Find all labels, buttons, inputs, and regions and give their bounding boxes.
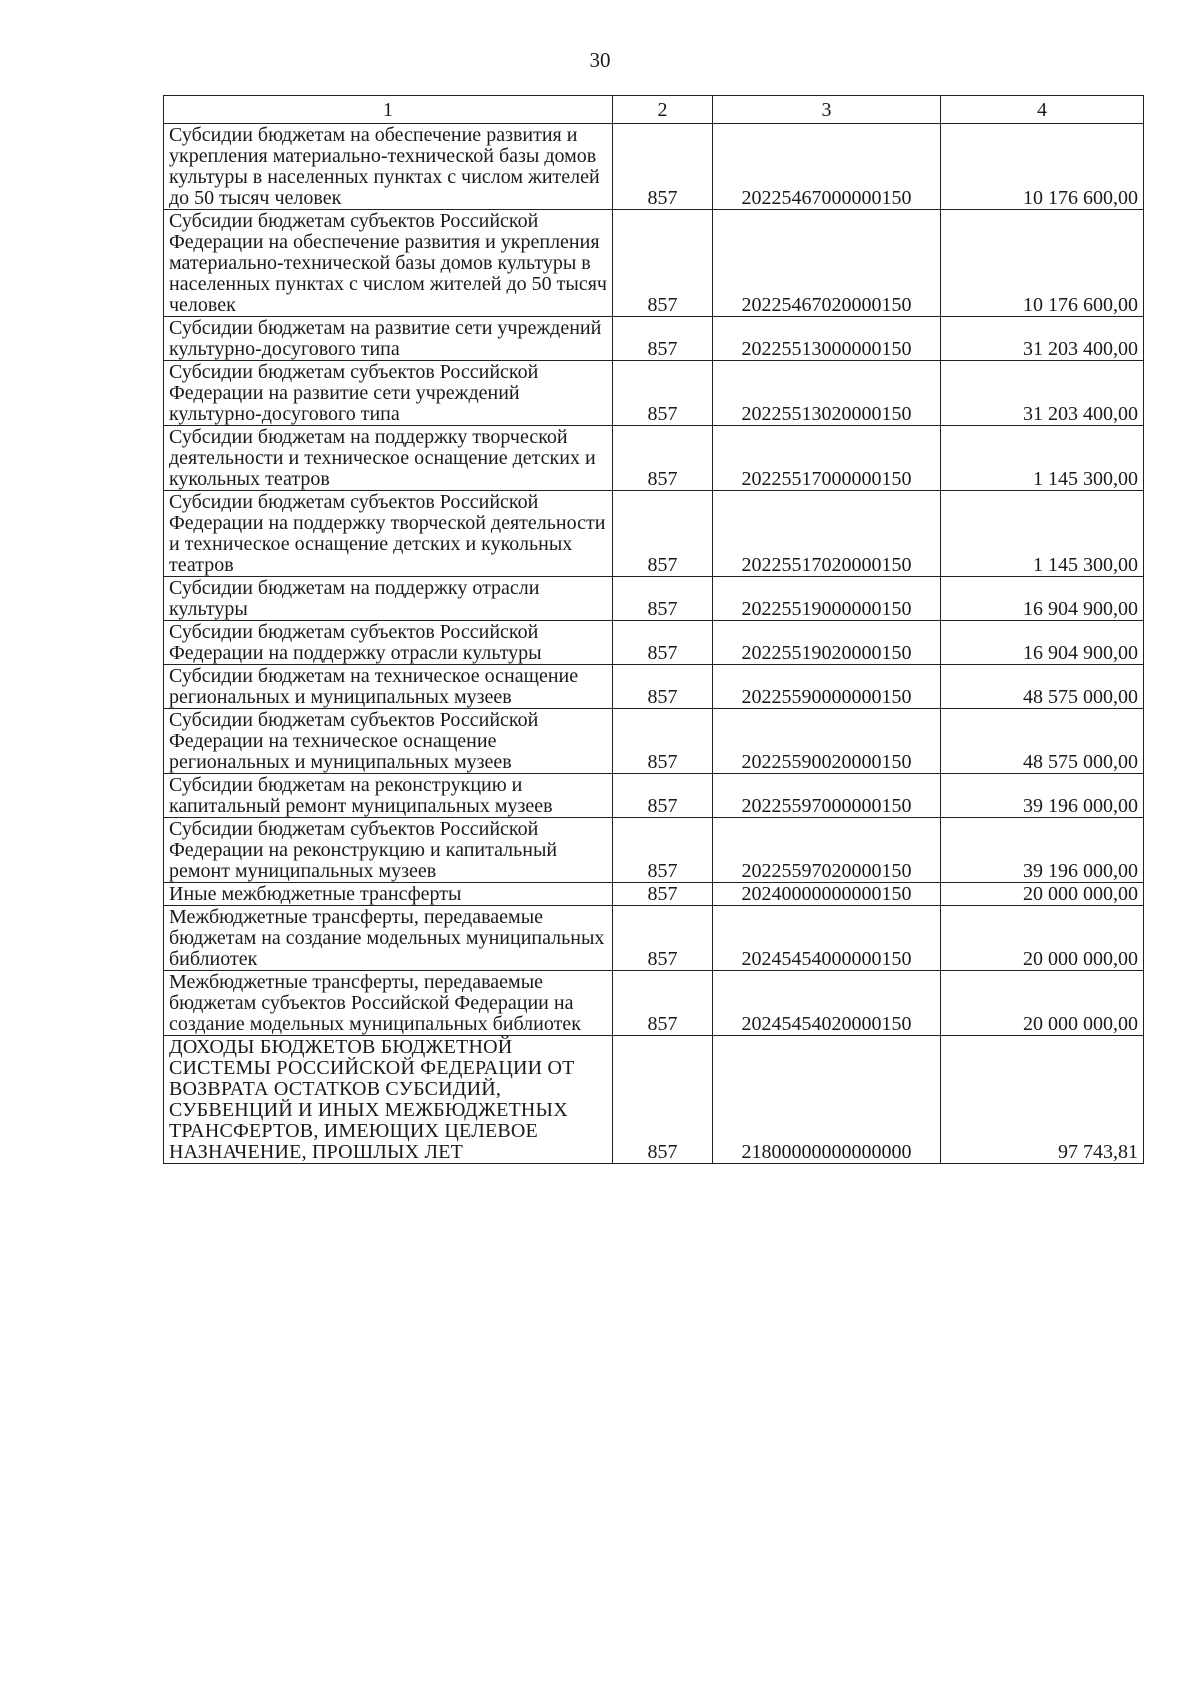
table-row bbox=[164, 906, 1144, 971]
row-amount: 10 176 600,00 bbox=[941, 124, 1144, 210]
row-admin-code: 857 bbox=[613, 883, 713, 906]
row-classification-code: 20245454000000150 bbox=[713, 906, 941, 971]
row-name: Межбюджетные трансферты, передаваемые бюджетам на создание модельных муниципальных библиотек bbox=[164, 906, 613, 971]
row-amount: 97 743,81 bbox=[941, 1036, 1144, 1164]
row-amount: 1 145 300,00 bbox=[941, 426, 1144, 491]
row-admin-code: 857 bbox=[613, 709, 713, 774]
row-classification-code: 20225517000000150 bbox=[713, 426, 941, 491]
table-header-row bbox=[164, 96, 1144, 124]
row-amount: 48 575 000,00 bbox=[941, 709, 1144, 774]
row-amount: 20 000 000,00 bbox=[941, 883, 1144, 906]
table-row bbox=[164, 317, 1144, 361]
row-classification-code: 20225513000000150 bbox=[713, 317, 941, 361]
row-classification-code: 20225590000000150 bbox=[713, 665, 941, 709]
row-admin-code: 857 bbox=[613, 491, 713, 577]
table-row bbox=[164, 709, 1144, 774]
row-name: ДОХОДЫ БЮДЖЕТОВ БЮДЖЕТНОЙ СИСТЕМЫ РОССИЙСКОЙ ФЕДЕРАЦИИ ОТ ВОЗВРАТА ОСТАТКОВ СУБСИДИЙ, СУБВЕНЦИЙ И ИНЫХ МЕЖБЮДЖЕТНЫХ ТРАНСФЕРТОВ, ИМЕЮЩИХ ЦЕЛЕВОЕ НАЗНАЧЕНИЕ, ПРОШЛЫХ ЛЕТ bbox=[164, 1036, 613, 1164]
row-admin-code: 857 bbox=[613, 906, 713, 971]
row-admin-code: 857 bbox=[613, 426, 713, 491]
row-classification-code: 20225519000000150 bbox=[713, 577, 941, 621]
row-name: Субсидии бюджетам на развитие сети учреждений культурно-досугового типа bbox=[164, 317, 613, 361]
row-name: Субсидии бюджетам субъектов Российской Федерации на поддержку творческой деятельности и техническое оснащение детских и кукольных театров bbox=[164, 491, 613, 577]
row-name: Субсидии бюджетам субъектов Российской Федерации на поддержку отрасли культуры bbox=[164, 621, 613, 665]
row-name: Субсидии бюджетам на техническое оснащение региональных и муниципальных музеев bbox=[164, 665, 613, 709]
row-admin-code: 857 bbox=[613, 621, 713, 665]
table-row bbox=[164, 621, 1144, 665]
row-name: Субсидии бюджетам субъектов Российской Федерации на развитие сети учреждений культурно-досугового типа bbox=[164, 361, 613, 426]
table-row bbox=[164, 883, 1144, 906]
column-header-3: 3 bbox=[713, 96, 941, 124]
table-row bbox=[164, 210, 1144, 317]
row-classification-code: 20225597020000150 bbox=[713, 818, 941, 883]
table-row bbox=[164, 1036, 1144, 1164]
row-amount: 39 196 000,00 bbox=[941, 818, 1144, 883]
column-header-4: 4 bbox=[941, 96, 1144, 124]
row-name: Иные межбюджетные трансферты bbox=[164, 883, 613, 906]
row-amount: 31 203 400,00 bbox=[941, 317, 1144, 361]
row-admin-code: 857 bbox=[613, 124, 713, 210]
row-amount: 16 904 900,00 bbox=[941, 621, 1144, 665]
row-amount: 48 575 000,00 bbox=[941, 665, 1144, 709]
budget-revenue-table bbox=[163, 95, 1144, 1164]
row-amount: 31 203 400,00 bbox=[941, 361, 1144, 426]
row-amount: 16 904 900,00 bbox=[941, 577, 1144, 621]
table-row bbox=[164, 361, 1144, 426]
row-classification-code: 20225467020000150 bbox=[713, 210, 941, 317]
row-name: Субсидии бюджетам на поддержку отрасли культуры bbox=[164, 577, 613, 621]
row-classification-code: 20225519020000150 bbox=[713, 621, 941, 665]
row-amount: 1 145 300,00 bbox=[941, 491, 1144, 577]
row-name: Межбюджетные трансферты, передаваемые бюджетам субъектов Российской Федерации на создание модельных муниципальных библиотек bbox=[164, 971, 613, 1036]
row-name: Субсидии бюджетам на поддержку творческой деятельности и техническое оснащение детских и кукольных театров bbox=[164, 426, 613, 491]
row-classification-code: 20240000000000150 bbox=[713, 883, 941, 906]
table-row bbox=[164, 124, 1144, 210]
row-admin-code: 857 bbox=[613, 665, 713, 709]
table-row bbox=[164, 774, 1144, 818]
table-row bbox=[164, 665, 1144, 709]
row-name: Субсидии бюджетам субъектов Российской Федерации на обеспечение развития и укрепления материально-технической базы домов культуры в населенных пунктах с числом жителей до 50 тысяч человек bbox=[164, 210, 613, 317]
table-row bbox=[164, 818, 1144, 883]
row-admin-code: 857 bbox=[613, 210, 713, 317]
column-header-2: 2 bbox=[613, 96, 713, 124]
row-amount: 39 196 000,00 bbox=[941, 774, 1144, 818]
page-number: 30 bbox=[589, 48, 611, 72]
row-admin-code: 857 bbox=[613, 577, 713, 621]
column-header-1: 1 bbox=[164, 96, 613, 124]
row-classification-code: 20225590020000150 bbox=[713, 709, 941, 774]
table-row bbox=[164, 971, 1144, 1036]
row-admin-code: 857 bbox=[613, 774, 713, 818]
row-name: Субсидии бюджетам субъектов Российской Федерации на реконструкцию и капитальный ремонт муниципальных музеев bbox=[164, 818, 613, 883]
row-classification-code: 20225597000000150 bbox=[713, 774, 941, 818]
row-admin-code: 857 bbox=[613, 818, 713, 883]
row-name: Субсидии бюджетам на реконструкцию и капитальный ремонт муниципальных музеев bbox=[164, 774, 613, 818]
table-row bbox=[164, 426, 1144, 491]
row-admin-code: 857 bbox=[613, 971, 713, 1036]
row-classification-code: 20225513020000150 bbox=[713, 361, 941, 426]
row-name: Субсидии бюджетам на обеспечение развития и укрепления материально-технической базы домов культуры в населенных пунктах с числом жителей до 50 тысяч человек bbox=[164, 124, 613, 210]
row-admin-code: 857 bbox=[613, 1036, 713, 1164]
row-classification-code: 20225467000000150 bbox=[713, 124, 941, 210]
table-row bbox=[164, 577, 1144, 621]
row-name: Субсидии бюджетам субъектов Российской Федерации на техническое оснащение региональных и муниципальных музеев bbox=[164, 709, 613, 774]
row-amount: 10 176 600,00 bbox=[941, 210, 1144, 317]
row-admin-code: 857 bbox=[613, 317, 713, 361]
row-amount: 20 000 000,00 bbox=[941, 906, 1144, 971]
row-classification-code: 20245454020000150 bbox=[713, 971, 941, 1036]
row-classification-code: 20225517020000150 bbox=[713, 491, 941, 577]
row-admin-code: 857 bbox=[613, 361, 713, 426]
row-classification-code: 21800000000000000 bbox=[713, 1036, 941, 1164]
row-amount: 20 000 000,00 bbox=[941, 971, 1144, 1036]
table-row bbox=[164, 491, 1144, 577]
